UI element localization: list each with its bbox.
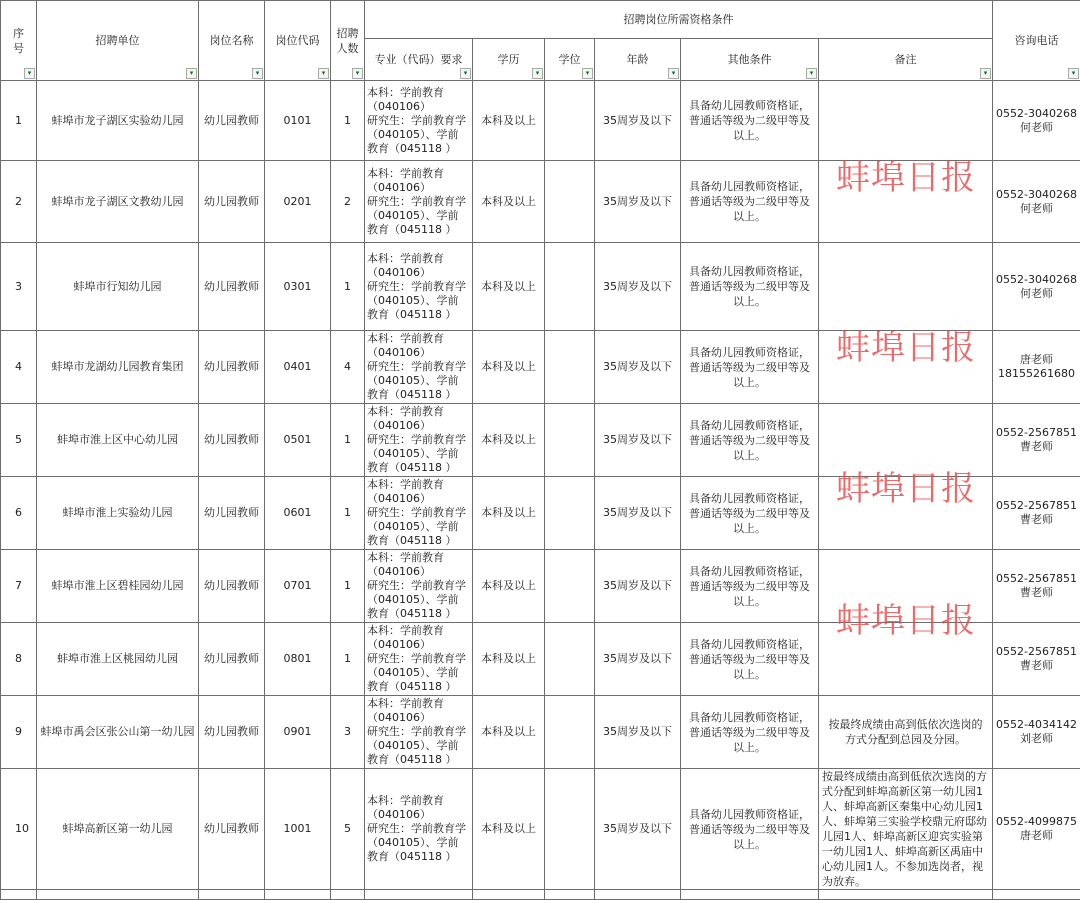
cell-note[interactable] [819, 331, 993, 404]
header-degree[interactable] [545, 39, 595, 81]
cell-degree[interactable] [545, 404, 595, 477]
header-age[interactable] [595, 39, 681, 81]
cell-age[interactable]: 35周岁及以下 [595, 161, 681, 243]
cell-education[interactable]: 本科及以上 [473, 696, 545, 769]
cell-code[interactable]: 0201 [265, 161, 331, 243]
cell-phone[interactable]: 0552-2567851 曹老师 [993, 623, 1080, 696]
watermark-text: 蚌埠日报 [836, 150, 976, 199]
header-note-label: 备注 [895, 53, 917, 66]
cell-other[interactable]: 具备幼儿园教师资格证，普通话等级为二级甲等及以上。 [681, 161, 819, 243]
cell-other[interactable]: 具备幼儿园教师资格证，普通话等级为二级甲等及以上。 [681, 696, 819, 769]
cell-unit[interactable]: 蚌埠市淮上区中心幼儿园 [37, 404, 199, 477]
filter-dropdown-icon[interactable]: ▾ [318, 68, 329, 79]
cell-code[interactable]: 0901 [265, 696, 331, 769]
cell-count[interactable]: 5 [331, 769, 365, 890]
header-major[interactable] [365, 39, 473, 81]
cell-note[interactable] [819, 404, 993, 477]
cell-major[interactable]: 本科：学前教育 （040106） 研究生：学前教育学 （040105）、学前 教育（045118 ） [365, 550, 473, 623]
cell-count[interactable]: 1 [331, 550, 365, 623]
cell-position[interactable]: 幼儿园教师 [199, 477, 265, 550]
header-seq[interactable] [1, 1, 37, 81]
header-conditions [365, 1, 993, 39]
cell-count[interactable]: 1 [331, 81, 365, 161]
cell-seq[interactable]: 6 [1, 477, 37, 550]
cell-phone[interactable]: 唐老师 18155261680 [993, 331, 1080, 404]
cell-degree[interactable] [545, 81, 595, 161]
cell-position[interactable]: 幼儿园教师 [199, 243, 265, 331]
cell-major[interactable]: 本科：学前教育 （040106） 研究生：学前教育学 （040105）、学前 教育（045118 ） [365, 404, 473, 477]
table-row [1, 243, 1080, 331]
cell-degree[interactable] [545, 161, 595, 243]
cell-note[interactable] [819, 161, 993, 243]
cell-age[interactable]: 35周岁及以下 [595, 331, 681, 404]
cell-phone[interactable]: 0552-3040268 何老师 [993, 161, 1080, 243]
cell-count[interactable]: 1 [331, 623, 365, 696]
watermark-text: 蚌埠日报 [836, 461, 976, 510]
cell-degree[interactable] [545, 769, 595, 890]
filter-dropdown-icon[interactable]: ▾ [582, 68, 593, 79]
header-position-label: 岗位名称 [210, 34, 254, 47]
header-count-label: 招聘人数 [335, 26, 361, 56]
header-code[interactable] [265, 1, 331, 81]
header-note[interactable] [819, 39, 993, 81]
watermark-text: 蚌埠日报 [836, 320, 976, 369]
cell-major[interactable]: 本科：学前教育 （040106） 研究生：学前教育学 （040105）、学前 教育（045118 ） [365, 769, 473, 890]
filter-dropdown-icon[interactable]: ▾ [352, 68, 363, 79]
table-row-trailing [1, 890, 1080, 900]
filter-dropdown-icon[interactable]: ▾ [252, 68, 263, 79]
cell-education[interactable]: 本科及以上 [473, 550, 545, 623]
cell-seq[interactable]: 9 [1, 696, 37, 769]
cell-note[interactable] [819, 243, 993, 331]
cell-position[interactable]: 幼儿园教师 [199, 769, 265, 890]
cell-degree[interactable] [545, 331, 595, 404]
filter-dropdown-icon[interactable]: ▾ [668, 68, 679, 79]
watermark-text: 蚌埠日报 [836, 593, 976, 642]
cell-education[interactable]: 本科及以上 [473, 331, 545, 404]
header-phone-label: 咨询电话 [1015, 34, 1059, 47]
cell-unit[interactable]: 蚌埠市龙子湖区实验幼儿园 [37, 81, 199, 161]
cell-note[interactable] [819, 477, 993, 550]
filter-dropdown-icon[interactable]: ▾ [980, 68, 991, 79]
table-body [1, 81, 1080, 890]
cell-position[interactable]: 幼儿园教师 [199, 550, 265, 623]
header-unit[interactable] [37, 1, 199, 81]
filter-dropdown-icon[interactable]: ▾ [1068, 68, 1079, 79]
table-row [1, 404, 1080, 477]
cell-degree[interactable] [545, 477, 595, 550]
filter-dropdown-icon[interactable]: ▾ [532, 68, 543, 79]
cell-position[interactable]: 幼儿园教师 [199, 404, 265, 477]
cell-phone[interactable]: 0552-4099875 唐老师 [993, 769, 1080, 890]
header-other-label: 其他条件 [728, 53, 772, 66]
cell-code[interactable]: 1001 [265, 769, 331, 890]
cell-position[interactable]: 幼儿园教师 [199, 81, 265, 161]
cell-major[interactable]: 本科：学前教育 （040106） 研究生：学前教育学 （040105）、学前 教育（045118 ） [365, 331, 473, 404]
header-other[interactable] [681, 39, 819, 81]
table-row [1, 477, 1080, 550]
cell-note[interactable]: 按最终成绩由高到低依次选岗的方式分配到蚌埠高新区第一幼儿园1人、蚌埠高新区秦集中心幼儿园1人、蚌埠第三实验学校鼎元府邸幼儿园1人、蚌埠高新区迎宾实验第一幼儿园1人、蚌埠高新区禹庙中心幼儿园1人。不参加选岗者，视为放弃。 [819, 769, 993, 890]
table-row [1, 769, 1080, 890]
cell-other[interactable]: 具备幼儿园教师资格证，普通话等级为二级甲等及以上。 [681, 623, 819, 696]
table-row [1, 623, 1080, 696]
cell-phone[interactable]: 0552-3040268 何老师 [993, 81, 1080, 161]
header-major-label: 专业（代码）要求 [375, 53, 463, 66]
cell-unit[interactable]: 蚌埠市龙子湖区文教幼儿园 [37, 161, 199, 243]
cell-seq[interactable]: 7 [1, 550, 37, 623]
cell-unit[interactable]: 蚌埠市淮上区碧桂园幼儿园 [37, 550, 199, 623]
cell-seq[interactable]: 10 [1, 769, 37, 890]
cell-age[interactable]: 35周岁及以下 [595, 550, 681, 623]
cell-education[interactable]: 本科及以上 [473, 81, 545, 161]
filter-dropdown-icon[interactable]: ▾ [24, 68, 35, 79]
table-row [1, 550, 1080, 623]
cell-other[interactable]: 具备幼儿园教师资格证，普通话等级为二级甲等及以上。 [681, 550, 819, 623]
table-row [1, 161, 1080, 243]
cell-code[interactable]: 0301 [265, 243, 331, 331]
cell-code[interactable]: 0401 [265, 331, 331, 404]
filter-dropdown-icon[interactable]: ▾ [186, 68, 197, 79]
cell-major[interactable]: 本科：学前教育 （040106） 研究生：学前教育学 （040105）、学前 教育（045118 ） [365, 623, 473, 696]
cell-phone[interactable]: 0552-3040268 何老师 [993, 243, 1080, 331]
cell-age[interactable]: 35周岁及以下 [595, 243, 681, 331]
cell-age[interactable]: 35周岁及以下 [595, 623, 681, 696]
cell-position[interactable]: 幼儿园教师 [199, 161, 265, 243]
header-count[interactable] [331, 1, 365, 81]
header-conditions-label: 招聘岗位所需资格条件 [624, 13, 734, 26]
cell-seq[interactable]: 4 [1, 331, 37, 404]
cell-phone[interactable]: 0552-4034142 刘老师 [993, 696, 1080, 769]
cell-other[interactable]: 具备幼儿园教师资格证，普通话等级为二级甲等及以上。 [681, 769, 819, 890]
header-degree-label: 学位 [559, 53, 581, 66]
header-unit-label: 招聘单位 [96, 34, 140, 47]
cell-degree[interactable] [545, 550, 595, 623]
cell-degree[interactable] [545, 623, 595, 696]
cell-code[interactable]: 0501 [265, 404, 331, 477]
cell-age[interactable]: 35周岁及以下 [595, 81, 681, 161]
cell-age[interactable]: 35周岁及以下 [595, 477, 681, 550]
table-row [1, 696, 1080, 769]
cell-count[interactable]: 1 [331, 477, 365, 550]
cell-other[interactable]: 具备幼儿园教师资格证，普通话等级为二级甲等及以上。 [681, 404, 819, 477]
header-phone[interactable] [993, 1, 1080, 81]
cell-degree[interactable] [545, 243, 595, 331]
table-row [1, 81, 1080, 161]
cell-unit[interactable]: 蚌埠市行知幼儿园 [37, 243, 199, 331]
cell-code[interactable]: 0601 [265, 477, 331, 550]
cell-age[interactable]: 35周岁及以下 [595, 404, 681, 477]
cell-note[interactable] [819, 623, 993, 696]
cell-position[interactable]: 幼儿园教师 [199, 623, 265, 696]
cell-age[interactable]: 35周岁及以下 [595, 696, 681, 769]
cell-unit[interactable]: 蚌埠市淮上实验幼儿园 [37, 477, 199, 550]
cell-major[interactable]: 本科：学前教育 （040106） 研究生：学前教育学 （040105）、学前 教育（045118 ） [365, 161, 473, 243]
cell-phone[interactable]: 0552-2567851 曹老师 [993, 550, 1080, 623]
cell-phone[interactable]: 0552-2567851 曹老师 [993, 404, 1080, 477]
header-seq-label: 序号 [12, 26, 26, 56]
cell-other[interactable]: 具备幼儿园教师资格证，普通话等级为二级甲等及以上。 [681, 477, 819, 550]
cell-other[interactable]: 具备幼儿园教师资格证，普通话等级为二级甲等及以上。 [681, 243, 819, 331]
cell-unit[interactable]: 蚌埠市禹会区张公山第一幼儿园 [37, 696, 199, 769]
cell-major[interactable]: 本科：学前教育 （040106） 研究生：学前教育学 （040105）、学前 教育（045118 ） [365, 243, 473, 331]
cell-position[interactable]: 幼儿园教师 [199, 331, 265, 404]
cell-count[interactable]: 3 [331, 696, 365, 769]
header-position[interactable] [199, 1, 265, 81]
cell-education[interactable]: 本科及以上 [473, 623, 545, 696]
cell-seq[interactable]: 1 [1, 81, 37, 161]
cell-unit[interactable]: 蚌埠高新区第一幼儿园 [37, 769, 199, 890]
cell-other[interactable]: 具备幼儿园教师资格证，普通话等级为二级甲等及以上。 [681, 81, 819, 161]
cell-age[interactable]: 35周岁及以下 [595, 769, 681, 890]
cell-note[interactable]: 按最终成绩由高到低依次选岗的方式分配到总园及分园。 [819, 696, 993, 769]
cell-major[interactable]: 本科：学前教育 （040106） 研究生：学前教育学 （040105）、学前 教育（045118 ） [365, 696, 473, 769]
cell-seq[interactable]: 2 [1, 161, 37, 243]
cell-unit[interactable]: 蚌埠市淮上区桃园幼儿园 [37, 623, 199, 696]
cell-education[interactable]: 本科及以上 [473, 161, 545, 243]
cell-code[interactable]: 0101 [265, 81, 331, 161]
cell-unit[interactable]: 蚌埠市龙湖幼儿园教育集团 [37, 331, 199, 404]
cell-major[interactable]: 本科：学前教育 （040106） 研究生：学前教育学 （040105）、学前 教育（045118 ） [365, 477, 473, 550]
cell-code[interactable]: 0801 [265, 623, 331, 696]
cell-count[interactable]: 1 [331, 243, 365, 331]
cell-note[interactable] [819, 81, 993, 161]
cell-education[interactable]: 本科及以上 [473, 769, 545, 890]
cell-count[interactable]: 4 [331, 331, 365, 404]
cell-count[interactable]: 2 [331, 161, 365, 243]
header-age-label: 年龄 [627, 53, 649, 66]
cell-education[interactable]: 本科及以上 [473, 477, 545, 550]
cell-count[interactable]: 1 [331, 404, 365, 477]
cell-note[interactable] [819, 550, 993, 623]
cell-phone[interactable]: 0552-2567851 曹老师 [993, 477, 1080, 550]
header-code-label: 岗位代码 [276, 34, 320, 47]
cell-seq[interactable]: 3 [1, 243, 37, 331]
cell-other[interactable]: 具备幼儿园教师资格证，普通话等级为二级甲等及以上。 [681, 331, 819, 404]
cell-degree[interactable] [545, 696, 595, 769]
cell-education[interactable]: 本科及以上 [473, 243, 545, 331]
header-education[interactable] [473, 39, 545, 81]
cell-seq[interactable]: 5 [1, 404, 37, 477]
filter-dropdown-icon[interactable]: ▾ [806, 68, 817, 79]
cell-code[interactable]: 0701 [265, 550, 331, 623]
cell-education[interactable]: 本科及以上 [473, 404, 545, 477]
cell-major[interactable]: 本科：学前教育 （040106） 研究生：学前教育学 （040105）、学前 教育（045118 ） [365, 81, 473, 161]
filter-dropdown-icon[interactable]: ▾ [460, 68, 471, 79]
header-education-label: 学历 [498, 53, 520, 66]
table-row [1, 331, 1080, 404]
cell-seq[interactable]: 8 [1, 623, 37, 696]
cell-position[interactable]: 幼儿园教师 [199, 696, 265, 769]
